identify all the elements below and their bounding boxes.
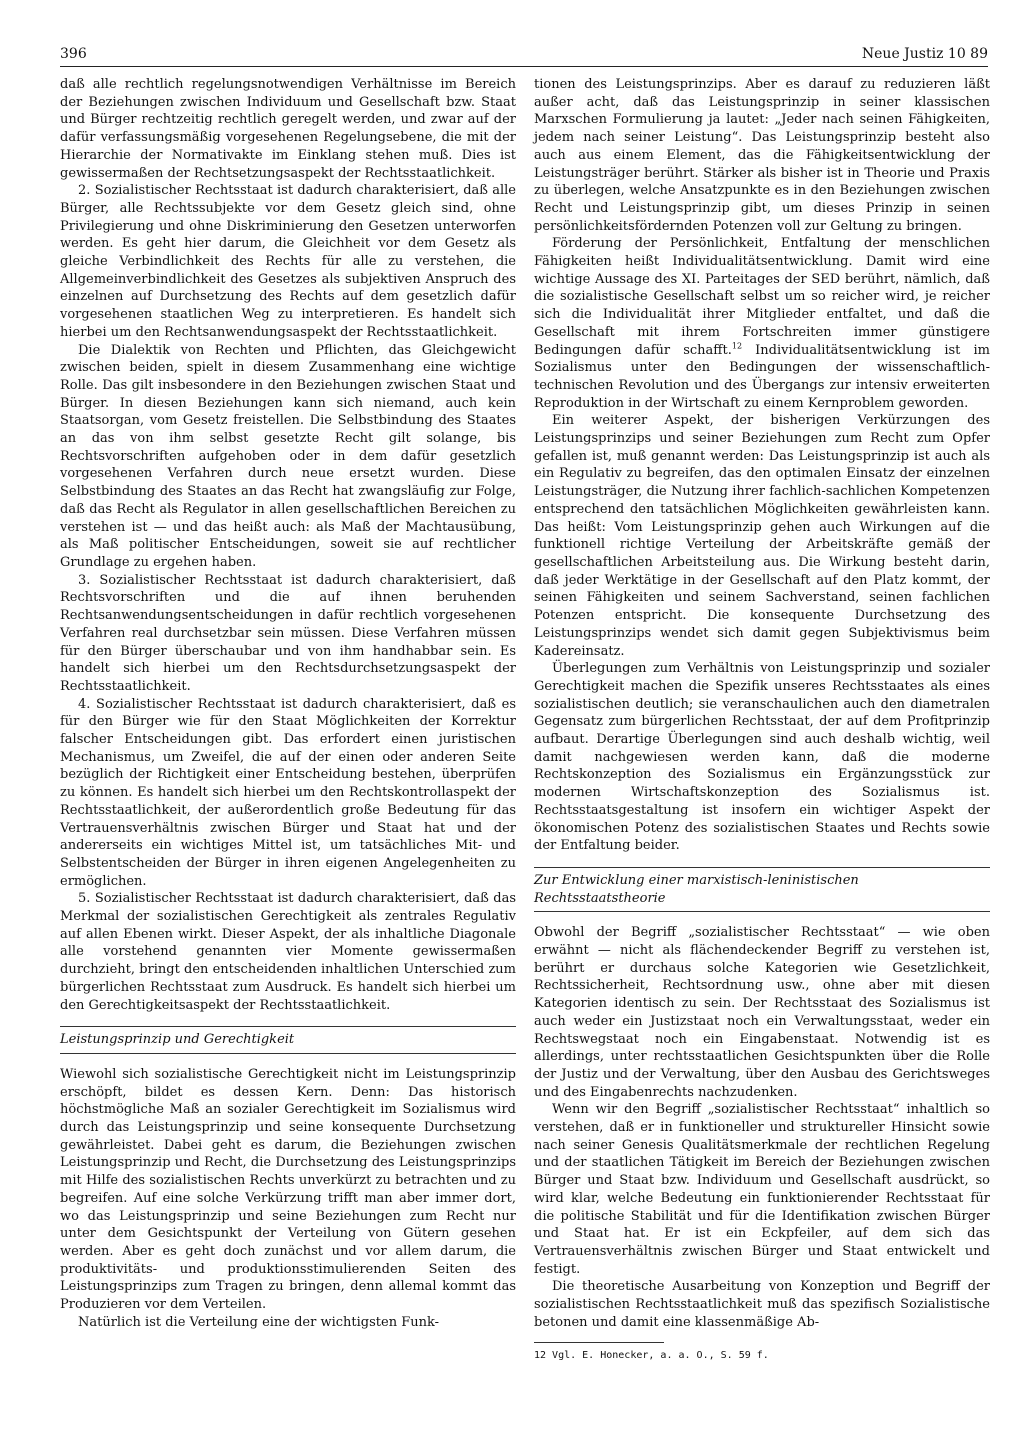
paragraph: daß alle rechtlich regelungsnotwendigen Verhältnisse im Bereich der Beziehungen zwischen Individuum und Gesellschaft bzw. Staat und Bürger rechtzeitig rechtlich geregelt werden, und zwar auf der dafür verfassungsmäßig vorgesehenen Regelungsebene, die mit der Hierarchie der Normativakte im Einklang stehen muß. Dies ist gewissermaßen der Rechtsetzungsaspekt der Rechtsstaatlichkeit. [60,77,516,181]
paragraph: Natürlich ist die Verteilung eine der wichtigsten Funk- [78,1314,440,1330]
footnote-marker: 12 [731,341,743,351]
paragraph-text: Förderung der Persönlichkeit, Entfaltung der menschlichen Fähigkeiten heißt Individualitätsentwicklung. Damit wird eine wichtige Aussage des XI. Parteitages der SED berührt, nämlich, daß die sozialistische Gesellschaft selbst um so reicher wird, je reicher sich die Individualität ihrer Mitglieder entfaltet, und daß die Gesellschaft mit ihrem Fortschreiten immer günstigere Bedingungen dafür schafft. [534,236,990,358]
section-heading: Zur Entwicklung einer marxistisch-leninistischen Rechtsstaatstheorie [534,872,859,906]
header-rule [60,66,988,67]
section-heading-box [534,867,990,912]
journal-title: Neue Justiz 10 89 [861,46,988,62]
page-header [60,44,988,68]
paragraph: Wiewohl sich sozialistische Gerechtigkeit nicht im Leistungsprinzip erschöpft, bildet es dessen Kern. Denn: Das historisch höchstmögliche Maß an sozialer Gerechtigkeit im Sozialismus wird durch das Leistungsprinzip und seine konsequente Durchsetzung gewährleistet. Dabei geht es darum, die Beziehungen zwischen Leistungsprinzip und Recht, die Durchsetzung des Leistungsprinzips mit Hilfe des sozialistischen Rechts unverkürzt zu betrachten und zu begreifen. Auf eine solche Verkürzung trifft man aber immer dort, wo das Leistungsprinzip und seine Beziehungen zum Recht nur unter dem Gesichtspunkt der Verteilung von Gütern gesehen werden. Aber es geht doch zunächst und vor allem darum, die produktivitäts- und produktionsstimulierenden Seiten des Leistungsprinzips zum Tragen zu bringen, denn allemal kommt das Produzieren vor dem Verteilen. [60,1066,516,1313]
paragraph: Wenn wir den Begriff „sozialistischer Rechtsstaat“ inhaltlich so verstehen, daß er in funktioneller und struktureller Hinsicht sowie nach seiner Genesis Qualitätsmerkmale der rechtlichen Regelung und der staatlichen Tätigkeit im Bereich der Beziehungen zwischen Bürger und Staat bzw. Individuum und Gesellschaft ausdrückt, so wird klar, welche Bedeutung ein funktionierender Rechtsstaat für die politische Stabilität und für die Identifikation zwischen Bürger und Staat hat. Er ist ein Eckpfeiler, auf dem sich das Vertrauensverhältnis zwischen Bürger und Staat entwickelt und festigt. [534,1102,990,1277]
paragraph: Obwohl der Begriff „sozialistischer Rechtsstaat“ — wie oben erwähnt — nicht als flächendeckender Begriff zu verstehen ist, berührt er durchaus solche Kategorien wie Gesetzlichkeit, Rechtssicherheit, Rechtsordnung usw., ohne aber mit diesen Kategorien identisch zu sein. Der Rechtsstaat des Sozialismus ist auch weder ein Justizstaat noch ein Verwaltungsstaat, weder ein Rechtswegstaat noch ein Eingabenstaat. Notwendig ist es allerdings, unter rechtsstaatlichen Gesichtspunkten über die Rolle der Justiz und der Verwaltung, über den Ausbau des Gerichtsweges und des Eingabenrechts nachzudenken. [534,925,990,1100]
right-column [534,76,990,1363]
left-column [60,76,516,1332]
paragraph: Überlegungen zum Verhältnis von Leistungsprinzip und sozialer Gerechtigkeit machen die Spezifik unseres Rechtsstaates als eines sozialistischen deutlich; sie veranschaulichen auch den diametralen Gegensatz zum bürgerlichen Rechtsstaat, der auf dem Profitprinzip aufbaut. Derartige Überlegungen sind auch deshalb wichtig, weil damit nachgewiesen werden kann, daß die moderne Rechtskonzeption des Sozialismus ein Ergänzungsstück zur modernen Wirtschaftskonzeption des Sozialismus ist. Rechtsstaatsgestaltung ist insofern ein wichtiger Aspekt der ökonomischen Potenz des sozialistischen Staates und Rechts sowie der Entfaltung beider. [534,661,990,854]
footnote-rule [534,1342,664,1343]
paragraph: Ein weiterer Aspekt, der bisherigen Verkürzungen des Leistungsprinzips und seiner Beziehungen zum Recht zum Opfer gefallen ist, muß genannt werden: Das Leistungsprinzip ist auch als ein Regulativ zu begreifen, das den optimalen Einsatz der einzelnen Leistungsträger, die Nutzung ihrer fachlich-sachlichen Kompetenzen entsprechend den tatsächlichen Möglichkeiten gewährleisten kann. Das heißt: Vom Leistungsprinzip gehen auch Wirkungen auf die funktionell richtige Verteilung der Arbeitskräfte gemäß der gesellschaftlichen Arbeitsteilung aus. Die Wirkung besteht darin, daß jeder Werktätige in der Gesellschaft auf den Platz kommt, der seinen Fähigkeiten und seinem Sachverstand, seinen fachlichen Potenzen entspricht. Die konsequente Durchsetzung des Leistungsprinzips wendet sich damit gegen Subjektivismus beim Kadereinsatz. [534,413,990,659]
paragraph: 4. Sozialistischer Rechtsstaat ist dadurch charakterisiert, daß es für den Bürger wie für den Staat Möglichkeiten der Korrektur falscher Entscheidungen gibt. Das erfordert einen juristischen Mechanismus, um Zweifel, die auf der einen oder anderen Seite bezüglich der Richtigkeit einer Entscheidung bestehen, überprüfen zu können. Es handelt sich hierbei um den Rechtskontrollaspekt der Rechtsstaatlichkeit, der außerordentlich große Bedeutung für das Vertrauensverhältnis zwischen Bürger und Staat hat und der andererseits ein wichtiges Mittel ist, um tatsächliches Mit- und Selbstentscheiden der Bürger in ihren eigenen Angelegenheiten zu ermöglichen. [60,696,516,889]
paragraph: 3. Sozialistischer Rechtsstaat ist dadurch charakterisiert, daß Rechtsvorschriften und die auf ihnen beruhenden Rechtsanwendungsentscheidungen in dafür rechtlich vorgesehenen Verfahren real durchsetzbar sein müssen. Diese Verfahren müssen für den Bürger überschaubar und von ihm handhabbar sein. Es handelt sich hierbei um den Rechtsdurchsetzungsaspekt der Rechtsstaatlichkeit. [60,572,516,694]
paragraph: Die theoretische Ausarbeitung von Konzeption und Begriff der sozialistischen Rechtsstaatlichkeit muß das spezifisch Sozialistische betonen und damit eine klassenmäßige Ab- [534,1279,990,1330]
paragraph-with-footnote [534,235,990,412]
footnote: 12 Vgl. E. Honecker, a. a. O., S. 59 f. [534,1349,769,1361]
section-heading-box [60,1026,516,1054]
paragraph: Die Dialektik von Rechten und Pflichten, das Gleichgewicht zwischen beiden, spielt in diesem Zusammenhang eine wichtige Rolle. Das gilt insbesondere in den Beziehungen zwischen Staat und Bürger. In diesen Beziehungen kann sich niemand, auch kein Staatsorgan, vom Gesetz freistellen. Die Selbstbindung des Staates an das von ihm selbst gesetzte Recht gilt solange, bis Rechtsvorschriften aufgehoben oder in dem dafür gesetzlich vorgesehenen Verfahren durch neue ersetzt wurden. Diese Selbstbindung des Staates an das Recht hat zwangsläufig zur Folge, daß das Recht als Regulator in allen gesellschaftlichen Bereichen zu verstehen ist — und das heißt auch: als Maß der Machtausübung, als Maß politischer Entscheidungen, soweit sie auf rechtlicher Grundlage zu ergehen haben. [60,342,516,570]
section-heading: Leistungsprinzip und Gerechtigkeit [60,1032,295,1048]
paragraph-text: Individualitätsentwicklung ist im Sozialismus unter den Bedingungen der wissenschaftlich-technischen Revolution und des Übergangs zur intensiv erweiterten Reproduktion in der Wirtschaft zu einem Kernproblem geworden. [534,342,990,411]
paragraph: tionen des Leistungsprinzips. Aber es darauf zu reduzieren läßt außer acht, daß das Leistungsprinzip in seiner klassischen Marxschen Formulierung ja lautet: „Jeder nach seinen Fähigkeiten, jedem nach seiner Leistung“. Das Leistungsprinzip besteht also auch aus einem Element, das die Fähigkeitsentwicklung der Leistungsträger berührt. Stärker als bisher ist in Theorie und Praxis zu überlegen, welche Ansatzpunkte es in den Beziehungen zwischen Recht und Leistungsprinzip gibt, um dieses Prinzip in seinen persönlichkeitsfördernden Potenzen voll zur Geltung zu bringen. [534,77,990,234]
page-number: 396 [60,46,87,62]
paragraph: 2. Sozialistischer Rechtsstaat ist dadurch charakterisiert, daß alle Bürger, alle Rechtssubjekte vor dem Gesetz gleich sind, ohne Privilegierung und ohne Diskriminierung den Gesetzen unterworfen werden. Es geht hier darum, die Gleichheit vor dem Gesetz als gleiche Verbindlichkeit des Rechts für alle zu verstehen, die Allgemeinverbindlichkeit des Gesetzes als subjektiven Anspruch des einzelnen auf Durchsetzung des Rechts auf dem gesetzlich dafür vorgesehenen staatlichen Weg zu interpretieren. Es handelt sich hierbei um den Rechtsanwendungsaspekt der Rechtsstaatlichkeit. [60,183,516,340]
paragraph: 5. Sozialistischer Rechtsstaat ist dadurch charakterisiert, daß das Merkmal der sozialistischen Gerechtigkeit als zentrales Regulativ auf allen Ebenen wirkt. Dieser Aspekt, der als inhaltliche Diagonale alle vorstehend genannten vier Momente gewissermaßen durchzieht, bringt den entscheidenden inhaltlichen Unterschied zum bürgerlichen Rechtsstaat zum Ausdruck. Es handelt sich hierbei um den Gerechtigkeitsaspekt der Rechtsstaatlichkeit. [60,891,516,1013]
